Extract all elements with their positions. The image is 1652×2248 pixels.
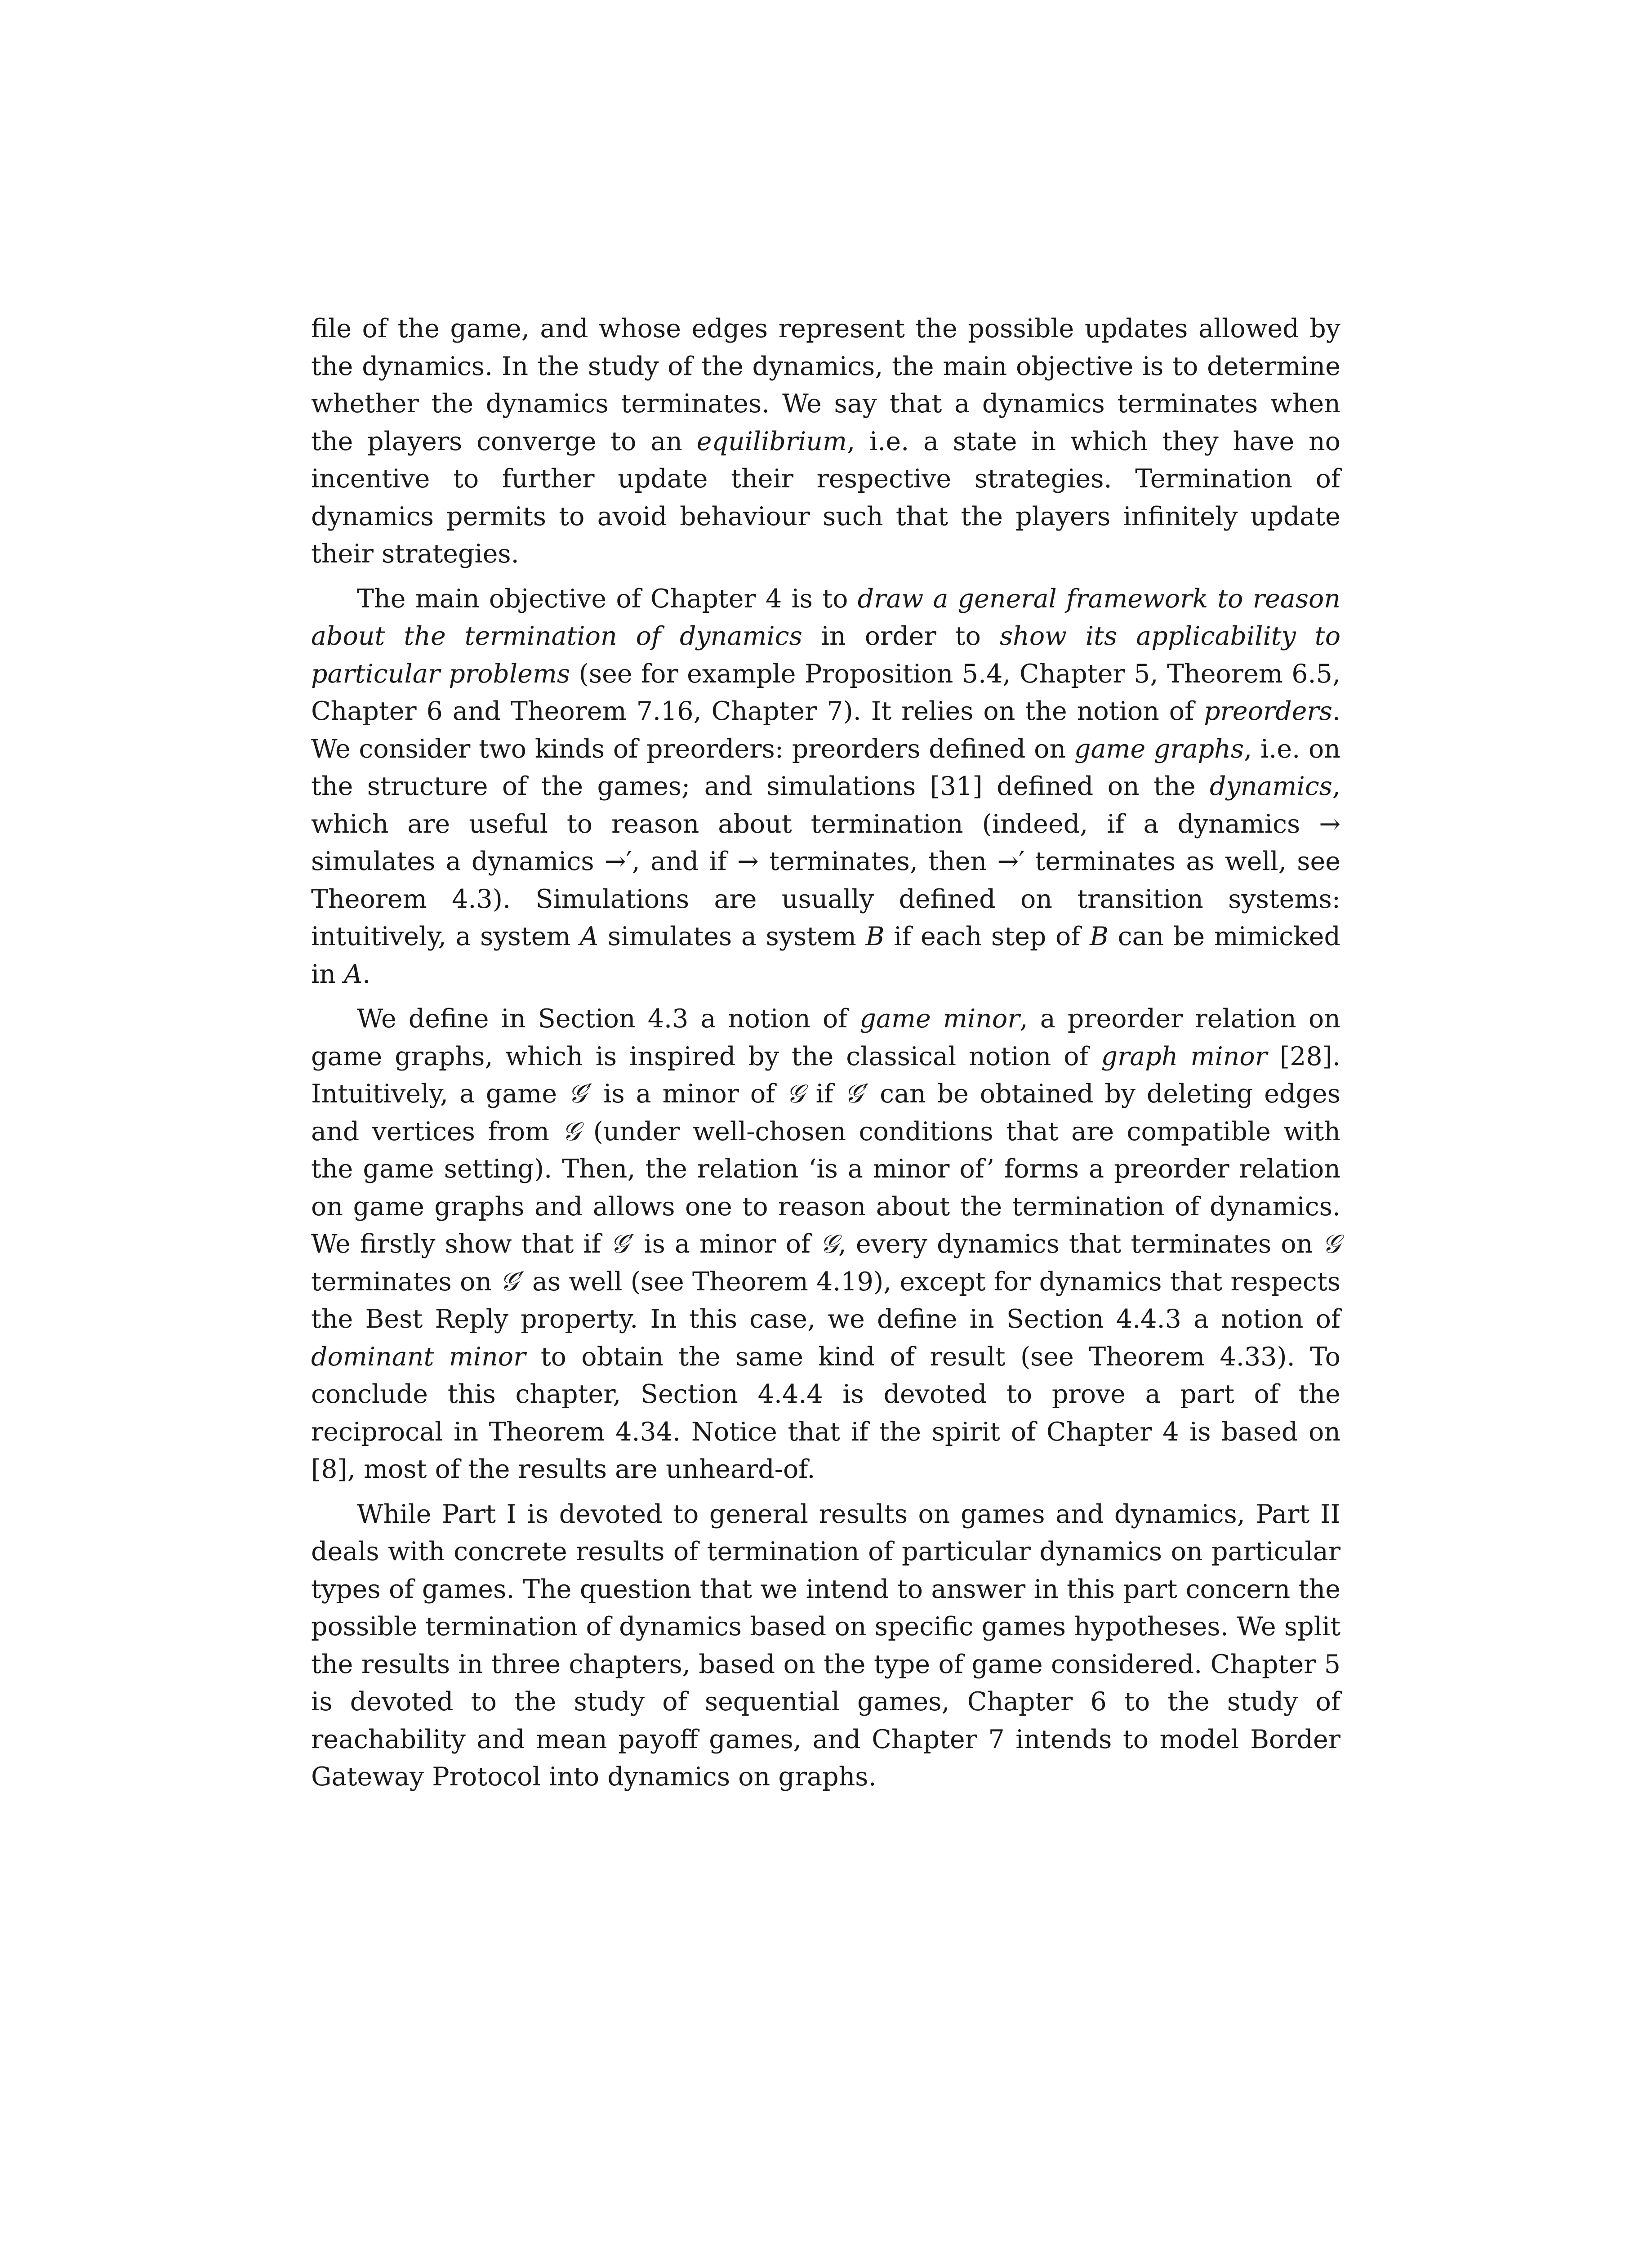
emphasis-text: graph minor xyxy=(1101,1041,1267,1071)
text-run: terminates on xyxy=(311,1267,500,1297)
text-run: if each step of xyxy=(884,922,1090,951)
text-run: is a minor of xyxy=(634,1229,820,1259)
emphasis-text: 𝒢′ xyxy=(610,1229,635,1259)
text-run: , a preorder relation on game graphs, which is inspired by the classical notion of xyxy=(311,1004,1340,1071)
text-run: file of the game, and whose edges represent the possible updates allowed by the dynamics. In the study of the dynamics, the main objective is to determine whether the dynamics terminates. We say that a dynamics terminates when the players converge to an xyxy=(311,314,1340,456)
text-run: (see for example Proposition 5.4, Chapter 5, Theorem 6.5, Chapter 6 and Theorem 7.16, Chapter 7). It relies on the notion of xyxy=(311,659,1340,726)
text-run: While Part I is devoted to general results on games and dynamics, Part II deals with concrete results of termination of particular dynamics on particular types of games. The question that we intend to answer in this part concern the possible termination of dynamics based on specific games hypotheses. We split the results in three chapters, based on the type of game considered. Chapter 5 is devoted to the study of sequential games, Chapter 6 to the study of reachability and mean payoff games, and Chapter 7 intends to model Border Gateway Protocol into dynamics on graphs. xyxy=(311,1499,1340,1792)
emphasis-text: preorders xyxy=(1204,696,1332,726)
text-run: simulates a system xyxy=(598,922,866,951)
emphasis-text: show its applicability to particular problems xyxy=(311,621,1341,689)
text-run: , every dynamics that terminates on xyxy=(838,1229,1322,1259)
text-run: The main objective of Chapter 4 is to xyxy=(357,584,858,614)
text-run: , which are useful to reason about termination (indeed, if a dynamics → simulates a dynamics →′, and if → terminates, then →′ terminates as well, see Theorem 4.3). Simulations are usually defined on transition systems: intuitively, a system xyxy=(311,772,1340,951)
text-run: is a minor of xyxy=(592,1079,787,1109)
text-run: can be mimicked in xyxy=(311,922,1340,989)
paragraph-1 xyxy=(311,310,1340,573)
emphasis-text: B xyxy=(865,922,885,951)
body-text xyxy=(311,310,1340,1796)
emphasis-text: draw a general framework to reason about the termination of dynamics xyxy=(311,584,1340,651)
text-run: . xyxy=(362,959,371,989)
emphasis-text: A xyxy=(344,959,363,989)
emphasis-text: 𝒢 xyxy=(562,1116,581,1146)
paragraph-3 xyxy=(311,1000,1340,1489)
emphasis-text: A xyxy=(580,922,599,951)
emphasis-text: 𝒢′ xyxy=(844,1079,869,1109)
emphasis-text: 𝒢 xyxy=(786,1079,805,1109)
emphasis-text: 𝒢 xyxy=(1322,1229,1340,1259)
emphasis-text: dominant minor xyxy=(311,1342,526,1372)
emphasis-text: 𝒢′ xyxy=(568,1079,592,1109)
emphasis-text: game graphs xyxy=(1074,734,1244,764)
emphasis-text: B xyxy=(1090,922,1109,951)
text-run: if xyxy=(804,1079,845,1109)
emphasis-text: 𝒢 xyxy=(820,1229,838,1259)
emphasis-text: dynamics xyxy=(1210,772,1332,801)
text-run: in order to xyxy=(802,621,1000,651)
emphasis-text: equilibrium xyxy=(696,426,847,456)
text-run: (under well-chosen conditions that are compatible with the game setting). Then, the relation ‘is a minor of’ forms a preorder relation on game graphs and allows one to reason about the termination of dynamics. We firstly show that if xyxy=(311,1116,1340,1259)
text-run: . We consider two kinds of preorders: preorders defined on xyxy=(311,696,1340,764)
emphasis-text: 𝒢′ xyxy=(500,1267,524,1297)
text-run: , i.e. on the structure of the games; and simulations [31] defined on the xyxy=(311,734,1341,801)
text-run: to obtain the same kind of result (see Theorem 4.33). To conclude this chapter, Section 4.4.4 is devoted to prove a part of the reciprocal in Theorem 4.34. Notice that if the spirit of Chapter 4 is based on [8], most of the results are unheard-of. xyxy=(311,1342,1340,1484)
paragraph-2 xyxy=(311,580,1340,994)
emphasis-text: game minor xyxy=(859,1004,1020,1034)
text-run: as well (see Theorem 4.19), except for dynamics that respects the Best Reply property. In this case, we define in Section 4.4.3 a notion of xyxy=(311,1267,1341,1334)
text-run: , i.e. a state in which they have no incentive to further update their respective strategies. Termination of dynamics permits to avoid behaviour such that the players infinitely update their strategies. xyxy=(311,426,1340,569)
text-run: [28]. Intuitively, a game xyxy=(311,1041,1340,1109)
text-run: We define in Section 4.3 a notion of xyxy=(357,1004,860,1034)
paragraph-4 xyxy=(311,1496,1340,1796)
text-run: can be obtained by deleting edges and vertices from xyxy=(311,1079,1340,1146)
